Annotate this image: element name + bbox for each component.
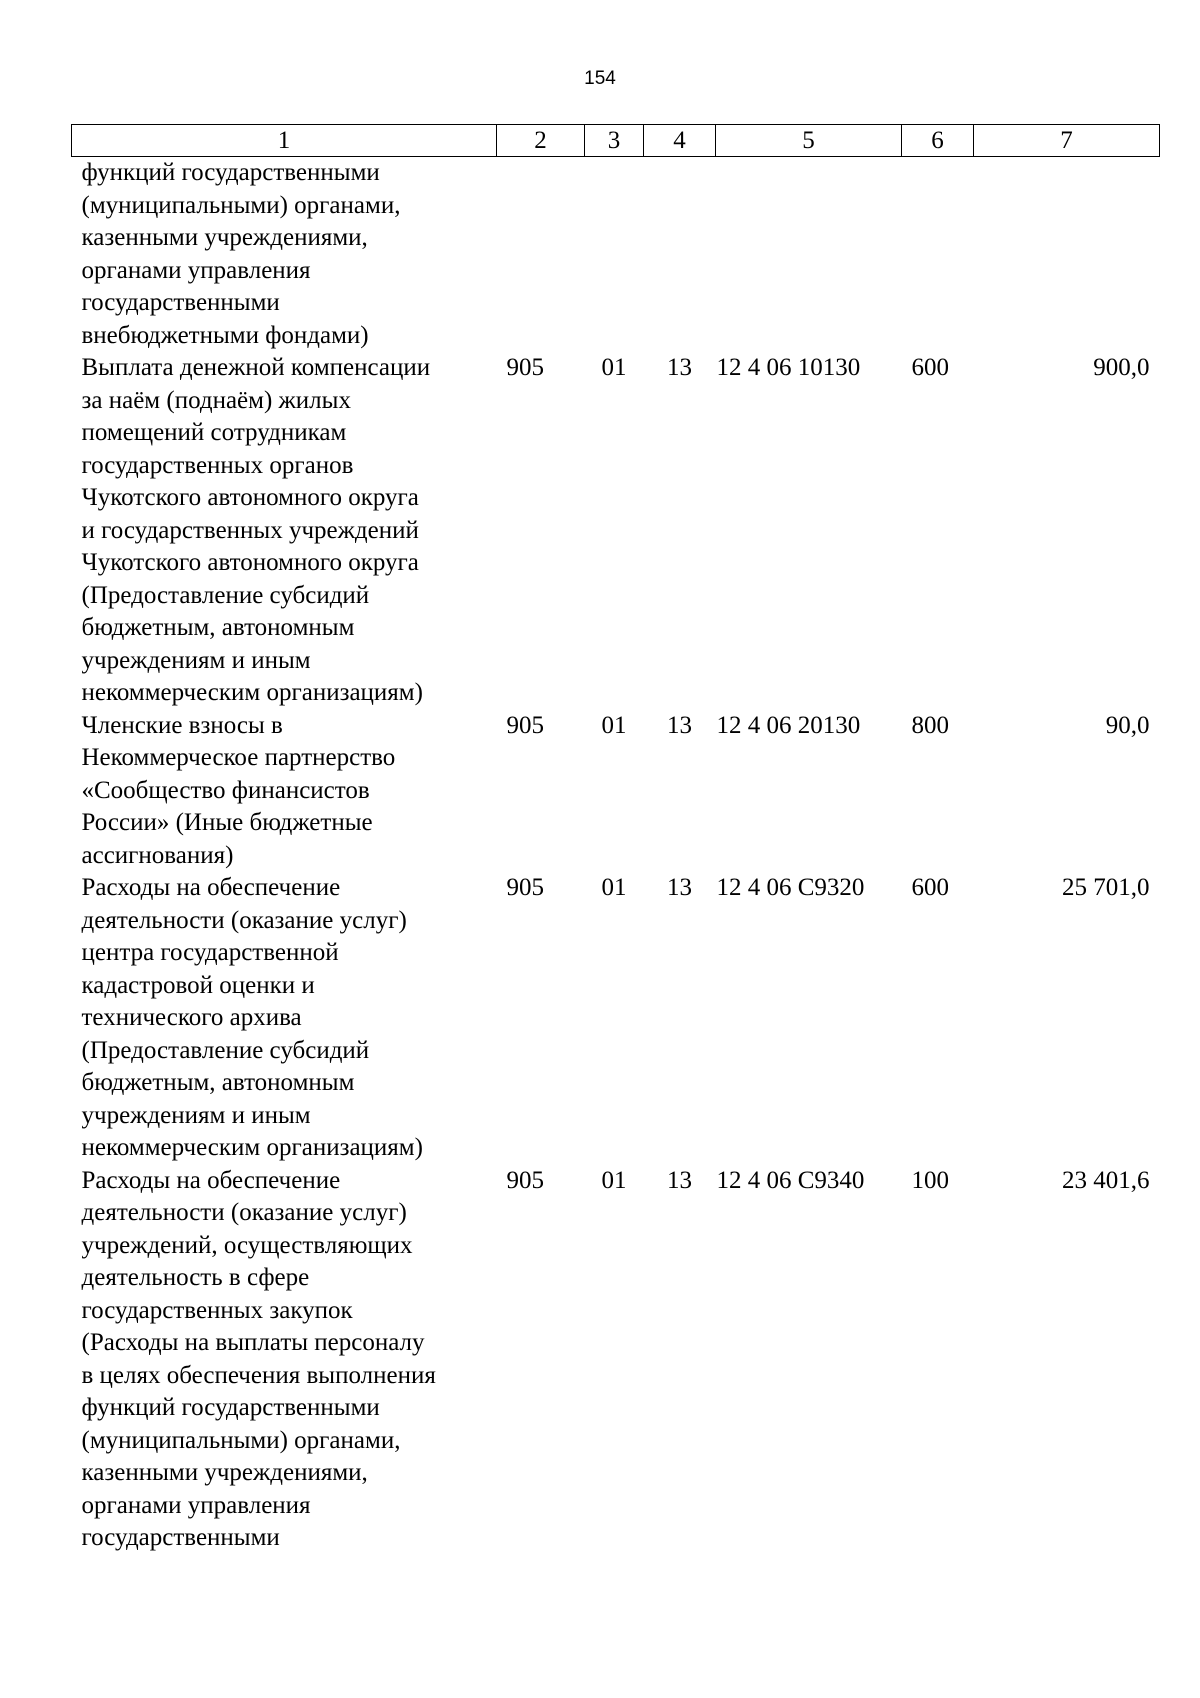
row-description-line: (Предоставление субсидий (81, 1036, 370, 1064)
row-description-line: Членские взносы в (81, 711, 283, 739)
row-description-line: государственных закупок (81, 1296, 353, 1324)
row-description-line: (Расходы на выплаты персоналу (81, 1329, 425, 1356)
row-description-line: технического архива (81, 1004, 302, 1031)
table-row (72, 157, 1160, 353)
column-header-2: 2 (497, 125, 585, 157)
row-expense-type-code: 600 (911, 874, 949, 901)
row-description (72, 1165, 497, 1555)
row-description (72, 352, 497, 710)
row-ministry-code: 905 (506, 354, 544, 381)
column-header-6: 6 (902, 125, 974, 157)
row-description-line: учреждений, осуществляющих (81, 1231, 413, 1259)
row-description-line: в целях обеспечения выполнения (81, 1361, 436, 1389)
row-description-line: некоммерческим организациям) (81, 1134, 423, 1161)
row-description (72, 710, 497, 873)
row-amount: 90,0 (1105, 711, 1150, 739)
budget-table (71, 124, 1160, 1555)
row-description-line: казенными учреждениями, (81, 224, 368, 251)
row-description-line: Чукотского автономного округа (81, 484, 419, 511)
row-description-line: функций государственными (81, 1394, 380, 1421)
row-description-line: органами управления (81, 1491, 311, 1519)
table-row (72, 710, 1160, 873)
row-amount (974, 157, 1160, 353)
row-description-line: (Предоставление субсидий (81, 581, 370, 609)
row-expense-type-code: 600 (911, 354, 949, 381)
row-description-line: (муниципальными) органами, (81, 1426, 401, 1454)
column-header-1: 1 (72, 125, 497, 157)
row-description-line: за наём (поднаём) жилых (81, 386, 351, 414)
row-section-code: 01 (601, 711, 627, 739)
row-target-article-code: 12 4 06 С9320 (716, 874, 865, 901)
row-target-article-code: 12 4 06 20130 (716, 711, 861, 739)
row-description-line: деятельность в сфере (81, 1264, 310, 1291)
row-description-line: функций государственными (81, 159, 380, 186)
row-subsection-code (644, 157, 716, 353)
column-header-4: 4 (644, 125, 716, 157)
table-row (72, 1165, 1160, 1555)
row-description-line: деятельности (оказание услуг) (81, 906, 407, 934)
row-description-line: (муниципальными) органами, (81, 191, 401, 219)
row-expense-type-code: 100 (911, 1166, 949, 1194)
row-description-line: бюджетным, автономным (81, 614, 355, 641)
row-ministry-code: 905 (506, 711, 544, 739)
row-subsection-code: 13 (667, 874, 692, 901)
row-ministry-code: 905 (506, 1166, 544, 1194)
table-body (72, 157, 1160, 1555)
page-number: 154 (584, 68, 616, 89)
row-description-line: России» (Иные бюджетные (81, 809, 373, 836)
row-description-line: помещений сотрудникам (81, 419, 347, 446)
row-ministry-code: 905 (506, 874, 544, 901)
row-section-code: 01 (601, 874, 627, 901)
row-description-line: ассигнования) (81, 841, 234, 869)
row-expense-type-code (902, 157, 974, 353)
row-description-line: и государственных учреждений (81, 516, 419, 544)
row-description-line: учреждениям и иным (81, 646, 311, 674)
table-row (72, 352, 1160, 710)
row-amount: 23 401,6 (1062, 1166, 1150, 1194)
row-expense-type-code: 800 (911, 711, 949, 739)
row-description-line: кадастровой оценки и (81, 971, 315, 999)
row-description-line: казенными учреждениями, (81, 1459, 368, 1486)
table-row (72, 872, 1160, 1165)
row-description (72, 157, 497, 353)
row-description-line: «Сообщество финансистов (81, 776, 370, 804)
column-header-5: 5 (716, 125, 902, 157)
row-description-line: некоммерческим организациям) (81, 679, 423, 706)
row-description-line: государственных органов (81, 451, 354, 479)
row-ministry-code (497, 157, 585, 353)
row-amount: 25 701,0 (1062, 874, 1150, 901)
row-section-code: 01 (601, 1166, 627, 1194)
row-description-line: государственными (81, 289, 280, 316)
row-description-line: органами управления (81, 256, 311, 284)
column-header-7: 7 (974, 125, 1160, 157)
row-description-line: бюджетным, автономным (81, 1069, 355, 1096)
row-section-code (585, 157, 644, 353)
row-description-line: центра государственной (81, 939, 339, 966)
row-description-line: учреждениям и иным (81, 1101, 311, 1129)
row-description-line: Некоммерческое партнерство (81, 744, 396, 771)
row-description-line: деятельности (оказание услуг) (81, 1199, 407, 1226)
row-subsection-code: 13 (667, 711, 692, 739)
row-description-line: Чукотского автономного округа (81, 549, 419, 576)
row-target-article-code: 12 4 06 10130 (716, 354, 861, 381)
row-subsection-code: 13 (667, 354, 692, 381)
row-target-article-code (716, 157, 902, 353)
column-header-3: 3 (585, 125, 644, 157)
row-description-line: Расходы на обеспечение (81, 1166, 341, 1194)
row-amount: 900,0 (1093, 354, 1150, 381)
row-section-code: 01 (601, 354, 627, 381)
row-description-line: государственными (81, 1524, 280, 1551)
row-description-line: Расходы на обеспечение (81, 874, 341, 901)
row-description-line: Выплата денежной компенсации (81, 354, 431, 381)
row-target-article-code: 12 4 06 С9340 (716, 1166, 865, 1194)
row-subsection-code: 13 (667, 1166, 692, 1194)
table-header-row (72, 125, 1160, 157)
row-description (72, 872, 497, 1165)
row-description-line: внебюджетными фондами) (81, 321, 369, 349)
